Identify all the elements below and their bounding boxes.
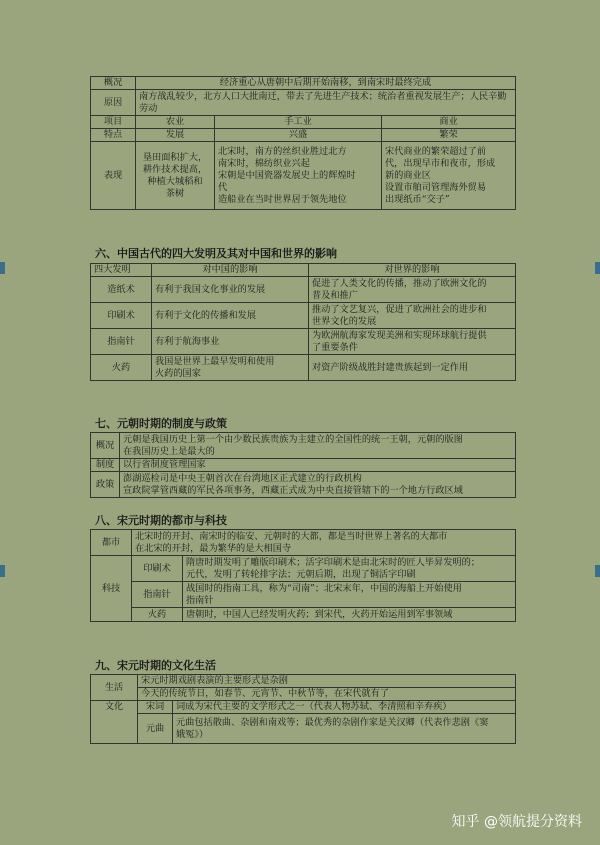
tech-label: 科技 xyxy=(91,556,132,622)
perf-commerce: 宋代商业的繁荣超过了前 代，出现早市和夜市，形成 新的商业区 设置市舶司管理海外贸易 出现纸币“交子” xyxy=(382,142,516,210)
reason-label: 原因 xyxy=(91,90,136,116)
feature-label: 特点 xyxy=(91,129,136,142)
tech-printing-text: 隋唐时期发明了雕版印刷术；活字印刷术是由北宋时的匠人毕昇发明的； 元代，发明了转轮排字法；元朝后期，出现了铜活字印刷 xyxy=(183,556,516,582)
tech-gunpowder-text: 唐朝时，中国人已经发明火药；到宋代，火药开始运用到军事领域 xyxy=(183,608,516,622)
reason-text: 南方战乱较少，北方人口大批南迁，带去了先进生产技术；统治者重视发展生产；人民辛勤劳动 xyxy=(136,90,516,116)
yuan-system-label: 制度 xyxy=(91,459,120,472)
left-edge-marker-2 xyxy=(0,565,5,577)
yuan-overview-label: 概况 xyxy=(91,433,120,459)
inv-world-compass: 为欧洲航海家发现美洲和实现环球航行提供 了重要条件 xyxy=(309,329,516,355)
qu-text: 元曲包括散曲、杂剧和南戏等；最优秀的杂剧作家是关汉卿（代表作悲剧《窦 娥冤》） xyxy=(173,714,516,744)
header-item: 项目 xyxy=(91,116,136,129)
inv-name-compass: 指南针 xyxy=(91,329,152,355)
inv-world-gunpowder: 对资产阶级战胜封建贵族起到一定作用 xyxy=(309,355,516,381)
right-edge-marker xyxy=(595,262,600,274)
inv-world-paper: 促进了人类文化的传播，推动了欧洲文化的 普及和推广 xyxy=(309,277,516,303)
inv-china-printing: 有利于文化的传播和发展 xyxy=(152,303,309,329)
city-tech-table xyxy=(90,529,516,622)
perf-label: 表现 xyxy=(91,142,136,210)
inv-header-name: 四大发明 xyxy=(91,264,152,277)
tech-compass-label: 指南针 xyxy=(132,582,183,608)
tech-compass-text: 战国时的指南工具，称为“司南”；北宋末年，中国的海船上开始使用 指南针 xyxy=(183,582,516,608)
section6-title: 六、中国古代的四大发明及其对中国和世界的影响 xyxy=(95,247,337,260)
overview-label: 概况 xyxy=(91,77,136,90)
life-text-1: 宋元时期戏剧表演的主要形式是杂剧 xyxy=(138,675,516,688)
ci-label: 宋词 xyxy=(138,701,173,714)
city-text: 北宋时的开封、南宋时的临安、元朝时的大都，都是当时世界上著名的大都市 在北宋的开封，最为繁华的是大相国寺 xyxy=(132,530,516,556)
life-label: 生活 xyxy=(91,675,138,701)
perf-craft: 北宋时，南方的丝织业胜过北方 南宋时，棉纺织业兴起 宋朝是中国瓷器发展史上的辉煌时 代 造船业在当时世界居于领先地位 xyxy=(215,142,382,210)
ci-text: 词成为宋代主要的文学形式之一（代表人物苏轼、李清照和辛弃疾） xyxy=(173,701,516,714)
inv-china-compass: 有利于航海事业 xyxy=(152,329,309,355)
inv-name-printing: 印刷术 xyxy=(91,303,152,329)
culture-table xyxy=(90,674,516,744)
left-edge-marker xyxy=(0,262,5,274)
life-text-2: 今天的传统节日，如春节、元宵节、中秋节等，在宋代就有了 xyxy=(138,688,516,701)
inv-name-gunpowder: 火药 xyxy=(91,355,152,381)
yuan-policy: 澎湖巡检司是中央王朝首次在台湾地区正式建立的行政机构 宣政院掌管西藏的军民各项事务，西藏正式成为中央直接管辖下的一个地方行政区域 xyxy=(120,472,516,498)
header-commerce: 商业 xyxy=(382,116,516,129)
inv-name-paper: 造纸术 xyxy=(91,277,152,303)
header-agri: 农业 xyxy=(136,116,215,129)
yuan-system: 以行省制度管理国家 xyxy=(120,459,516,472)
feature-commerce: 繁荣 xyxy=(382,129,516,142)
overview-text: 经济重心从唐朝中后期开始南移，到南宋时最终完成 xyxy=(136,77,516,90)
perf-agri: 垦田面积扩大， 耕作技术提高， 种植大城稻和 茶树 xyxy=(136,142,215,210)
inv-header-world: 对世界的影响 xyxy=(309,264,516,277)
header-craft: 手工业 xyxy=(215,116,382,129)
section7-title: 七、元朝时期的制度与政策 xyxy=(95,417,227,430)
yuan-table xyxy=(90,432,516,498)
watermark: 知乎 @领航提分资料 xyxy=(451,814,582,830)
economy-table xyxy=(90,76,516,210)
inv-china-gunpowder: 我国是世界上最早发明和使用 火药的国家 xyxy=(152,355,309,381)
feature-agri: 发展 xyxy=(136,129,215,142)
yuan-overview: 元朝是我国历史上第一个由少数民族贵族为主建立的全国性的统一王朝，元朝的版图 在我国历史上是最大的 xyxy=(120,433,516,459)
section9-title: 九、宋元时期的文化生活 xyxy=(95,659,216,672)
inv-header-china: 对中国的影响 xyxy=(152,264,309,277)
tech-printing-label: 印刷术 xyxy=(132,556,183,582)
inv-china-paper: 有利于我国文化事业的发展 xyxy=(152,277,309,303)
feature-craft: 兴盛 xyxy=(215,129,382,142)
yuan-policy-label: 政策 xyxy=(91,472,120,498)
culture-label: 文化 xyxy=(91,701,138,744)
right-edge-marker-2 xyxy=(595,565,600,577)
tech-gunpowder-label: 火药 xyxy=(132,608,183,622)
inventions-table xyxy=(90,263,516,381)
city-label: 都市 xyxy=(91,530,132,556)
section8-title: 八、宋元时期的都市与科技 xyxy=(95,514,227,527)
inv-world-printing: 推动了文艺复兴，促进了欧洲社会的进步和 世界文化的发展 xyxy=(309,303,516,329)
qu-label: 元曲 xyxy=(138,714,173,744)
